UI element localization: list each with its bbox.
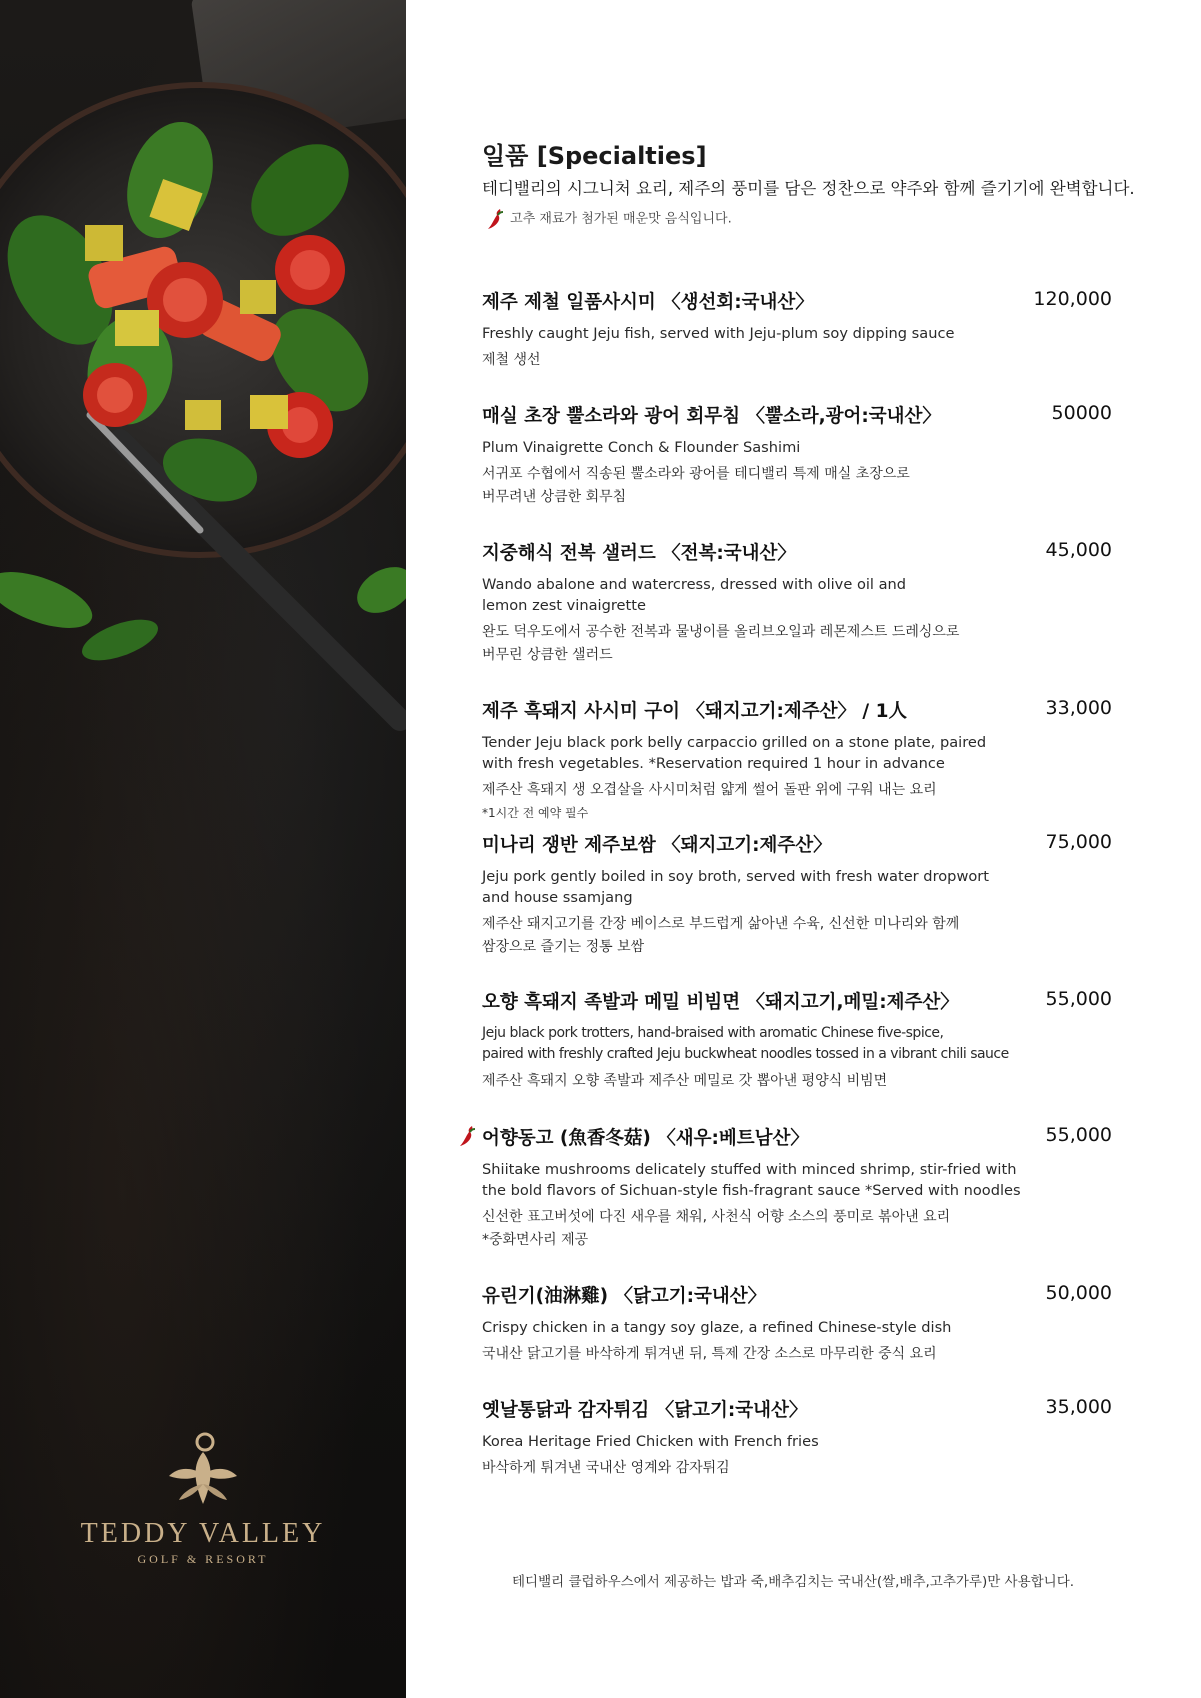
item-description-en: Jeju black pork trotters, hand-braised with aromatic Chinese five-spice, paired with freshly crafted Jeju buckwheat noodles tossed in a vibrant chili sauce: [482, 1025, 1009, 1062]
item-note: *1시간 전 예약 필수: [482, 806, 589, 820]
item-price: 55,000: [1045, 988, 1112, 1010]
item-description-en: Plum Vinaigrette Conch & Flounder Sashimi: [482, 439, 801, 456]
item-description-ko: 완도 덕우도에서 공수한 전복과 물냉이를 올리브오일과 레몬제스트 드레싱으로 버무린 상큼한 샐러드: [482, 624, 960, 663]
item-description-ko: 국내산 닭고기를 바삭하게 튀겨낸 뒤, 특제 간장 소스로 마무리한 중식 요리: [482, 1346, 937, 1362]
item-description-ko: 제철 생선: [482, 352, 541, 368]
menu-item: [482, 402, 1132, 509]
menu-item: [482, 539, 1132, 667]
item-price: 50000: [1051, 402, 1112, 424]
item-description-ko: 서귀포 수협에서 직송된 뿔소라와 광어를 테디밸리 특제 매실 초장으로 버무려낸 상큼한 회무침: [482, 466, 910, 505]
item-description-ko: 제주산 흑돼지 오향 족발과 제주산 메밀로 갓 뽑아낸 평양식 비빔면: [482, 1073, 888, 1089]
item-description-en: Shiitake mushrooms delicately stuffed with minced shrimp, stir-fried with the bold flavors of Sichuan-style fish-fragrant sauce *Served with noodles: [482, 1161, 1021, 1199]
logo-emblem-icon: [163, 1430, 243, 1510]
item-description-en: Tender Jeju black pork belly carpaccio grilled on a stone plate, paired with fresh vegetables. *Reservation required 1 hour in advance: [482, 734, 987, 772]
item-name: 제주 제철 일품사시미 〈생선회:국내산〉: [482, 292, 814, 313]
item-name: 오향 흑돼지 족발과 메밀 비빔면 〈돼지고기,메밀:제주산〉: [482, 992, 959, 1013]
item-name: 제주 흑돼지 사시미 구이 〈돼지고기:제주산〉 / 1人: [482, 701, 907, 722]
item-description-ko: 바삭하게 튀겨낸 국내산 영계와 감자튀김: [482, 1460, 730, 1476]
item-name-spicy: [482, 1124, 809, 1150]
item-price: 75,000: [1045, 831, 1112, 853]
chili-icon: [458, 1124, 478, 1148]
logo-name: TEDDY VALLEY: [80, 1518, 326, 1549]
item-price: 120,000: [1033, 288, 1112, 310]
item-description-en: Wando abalone and watercress, dressed with olive oil and lemon zest vinaigrette: [482, 576, 907, 614]
item-name: 매실 초장 뿔소라와 광어 회무침 〈뿔소라,광어:국내산〉: [482, 406, 941, 427]
item-description-ko: 신선한 표고버섯에 다진 새우를 채워, 사천식 어향 소스의 풍미로 볶아낸 요리 *중화면사리 제공: [482, 1209, 951, 1248]
item-name: 어향동고 (魚香冬菇) 〈새우:베트남산〉: [482, 1128, 809, 1149]
salad-plate-illustration: [0, 0, 406, 760]
menu-item: [482, 831, 1132, 959]
item-price: 33,000: [1045, 697, 1112, 719]
logo-subtitle: GOLF & RESORT: [137, 1552, 269, 1566]
section-title: 일품 [Specialties]: [482, 142, 707, 170]
item-description-en: Jeju pork gently boiled in soy broth, served with fresh water dropwort and house ssamjang: [482, 868, 990, 906]
item-description-ko: 제주산 흑돼지 생 오겹살을 사시미처럼 얇게 썰어 돌판 위에 구워 내는 요리: [482, 782, 937, 798]
item-price: 55,000: [1045, 1124, 1112, 1146]
item-price: 45,000: [1045, 539, 1112, 561]
menu-item: [482, 1124, 1132, 1252]
menu-item: [482, 1282, 1132, 1366]
menu-item: [482, 1396, 1132, 1480]
origin-footer-note: 테디밸리 클럽하우스에서 제공하는 밥과 죽,배추김치는 국내산(쌀,배추,고추가루)만 사용합니다.: [512, 1574, 1075, 1590]
item-description-ko: 제주산 돼지고기를 간장 베이스로 부드럽게 삶아낸 수육, 신선한 미나리와 함께 쌈장으로 즐기는 정통 보쌈: [482, 916, 960, 955]
menu-item: [482, 988, 1132, 1093]
item-description-en: Crispy chicken in a tangy soy glaze, a refined Chinese-style dish: [482, 1319, 952, 1336]
item-price: 35,000: [1045, 1396, 1112, 1418]
food-photo-panel: [0, 0, 406, 1698]
item-description-en: Freshly caught Jeju fish, served with Jeju-plum soy dipping sauce: [482, 325, 955, 342]
item-name: 미나리 쟁반 제주보쌈 〈돼지고기:제주산〉: [482, 835, 832, 856]
chili-icon: [486, 207, 506, 231]
item-description-en: Korea Heritage Fried Chicken with French fries: [482, 1433, 819, 1450]
item-name: 유린기(油淋雞) 〈닭고기:국내산〉: [482, 1286, 767, 1307]
spicy-legend: [486, 207, 732, 231]
spicy-legend-text: 고추 재료가 첨가된 매운맛 음식입니다.: [510, 211, 732, 227]
item-price: 50,000: [1045, 1282, 1112, 1304]
item-name: 옛날통닭과 감자튀김 〈닭고기:국내산〉: [482, 1400, 808, 1421]
section-description: 테디밸리의 시그니처 요리, 제주의 풍미를 담은 정찬으로 약주와 함께 즐기기에 완벽합니다.: [482, 179, 1135, 198]
item-name: 지중해식 전복 샐러드 〈전복:국내산〉: [482, 543, 796, 564]
menu-item: [482, 697, 1132, 821]
teddy-valley-logo: [0, 1430, 406, 1567]
menu-item: [482, 288, 1132, 372]
